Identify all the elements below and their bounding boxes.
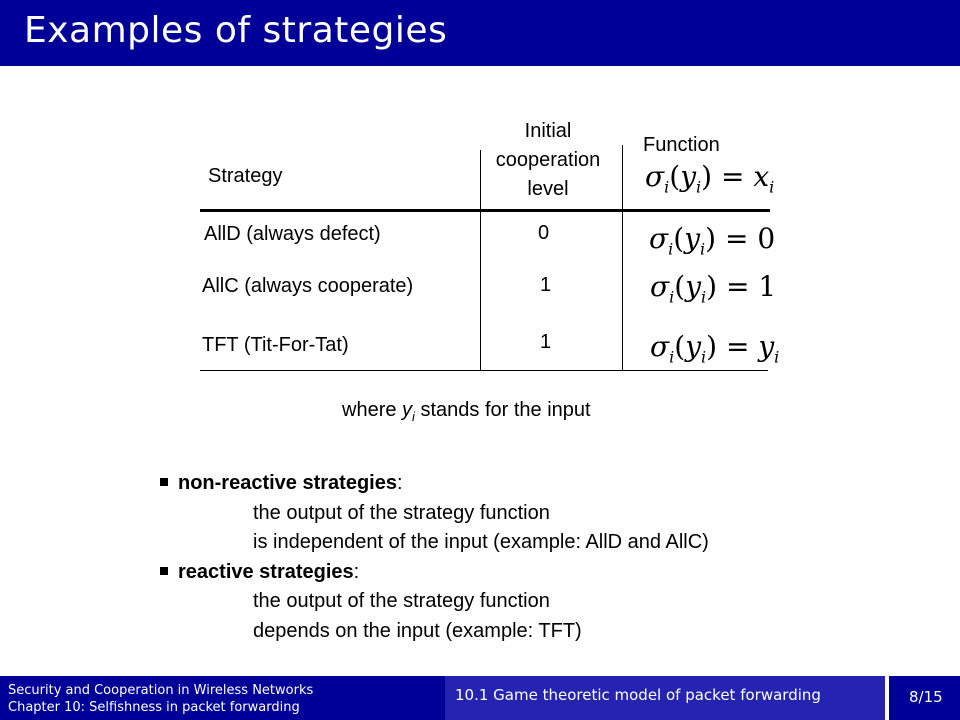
row-alld-level: 0: [538, 222, 550, 244]
bullet-nonreactive: non-reactive strategies:: [157, 469, 709, 499]
footer-line1: Security and Cooperation in Wireless Networks: [8, 683, 314, 698]
input-note: where $y_i$ stands for the input: [342, 399, 591, 424]
header-initial-line2: cooperation: [495, 149, 601, 171]
row-tft-strategy: TFT (Tit-For-Tat): [202, 334, 349, 356]
row-tft-level: 1: [540, 331, 552, 353]
footer-line2: Chapter 10: Selfishness in packet forwarding: [8, 700, 300, 715]
bullet-nonreactive-line1: the output of the strategy function: [253, 501, 550, 524]
column-divider-1-rows: [480, 212, 481, 370]
bullet-reactive: reactive strategies:: [157, 558, 709, 588]
header-function-formula: $\sigma_i(y_i) = x_i$: [645, 160, 775, 197]
bullet-square-icon: [160, 478, 168, 486]
header-strategy: Strategy: [208, 165, 283, 187]
column-divider-2-header: [622, 145, 623, 209]
header-initial-cooperation-level: [478, 117, 618, 204]
footer-section-title: 10.1 Game theoretic model of packet forwarding: [455, 686, 821, 704]
column-divider-1-header: [480, 150, 481, 209]
bullet-reactive-line1: the output of the strategy function: [253, 590, 550, 612]
column-divider-2-rows: [622, 212, 623, 370]
row-alld-strategy: AllD (always defect): [204, 223, 381, 245]
bullet-square-icon: [160, 567, 168, 575]
header-initial-line3: level: [527, 178, 569, 200]
footer-course-info: [8, 682, 313, 716]
row-allc-level: 1: [540, 274, 552, 296]
header-function: Function: [643, 134, 720, 156]
header-initial-line1: Initial: [524, 120, 572, 142]
slide-title: Examples of strategies: [24, 10, 448, 51]
table-bottom-rule: [200, 370, 768, 371]
page-number: 8/15: [909, 688, 943, 706]
row-tft-function: $\sigma_i(y_i) = y_i$: [650, 330, 780, 367]
strategy-types-list: [157, 469, 709, 646]
row-allc-strategy: AllC (always cooperate): [202, 275, 414, 297]
header-rule: [200, 209, 770, 212]
bullet-reactive-line2: depends on the input (example: TFT): [253, 619, 582, 642]
bullet-nonreactive-line2: is independent of the input (example: AllD and AllC): [253, 531, 709, 553]
row-allc-function: $\sigma_i(y_i) = 1$: [650, 270, 777, 307]
row-alld-function: $\sigma_i(y_i) = 0$: [649, 222, 776, 259]
footer-separator: [885, 676, 889, 720]
